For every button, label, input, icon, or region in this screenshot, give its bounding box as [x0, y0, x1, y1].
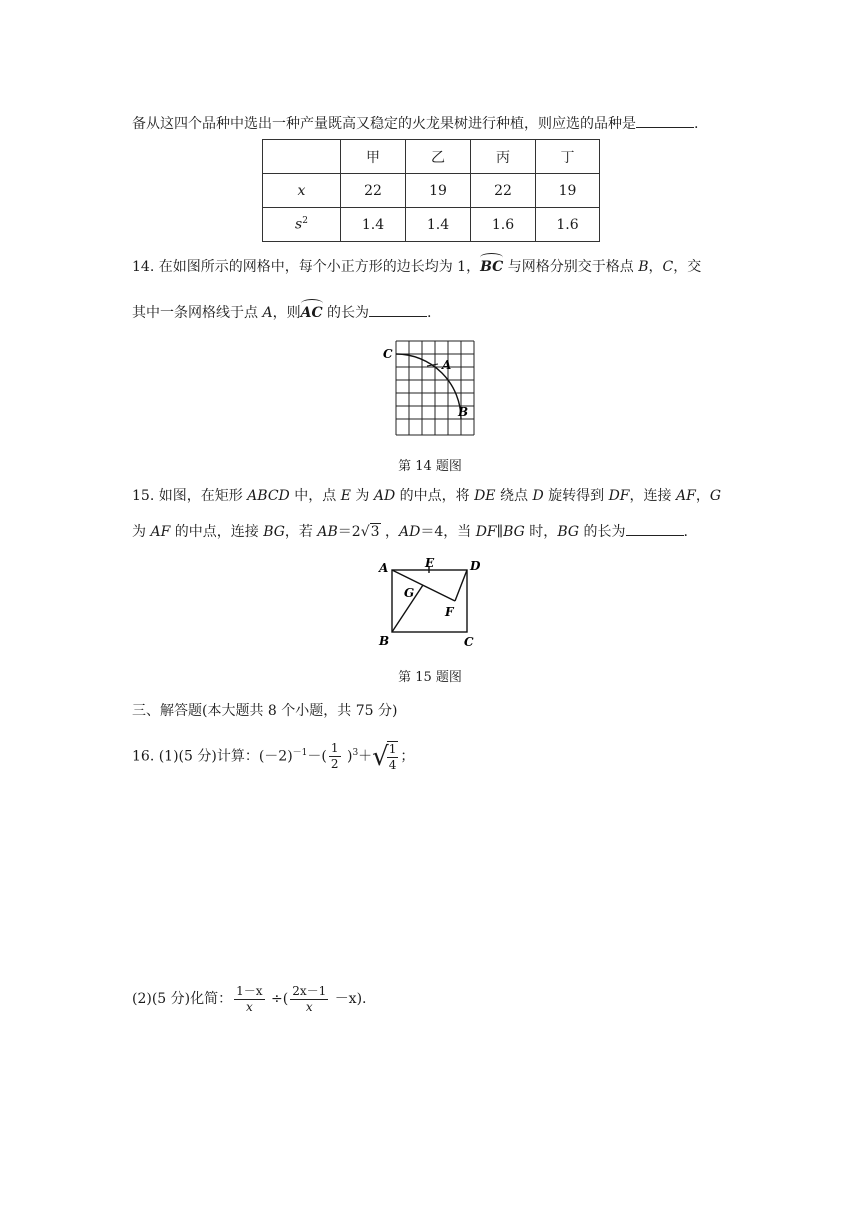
label-c: C [464, 635, 474, 649]
label-e: E [425, 556, 435, 570]
table-header-row [263, 140, 600, 174]
arc-ac-label: AC [300, 305, 323, 321]
q15-line1: 15. 如图，在矩形 ABCD 中，点 E 为 AD 的中点，将 DE 绕点 D 旋转得到 DF，连接 AF，G [132, 488, 721, 504]
label-a: A [379, 561, 389, 575]
table-cell: 22 [471, 174, 536, 208]
q14-line1: 14. 在如图所示的网格中，每个小正方形的边长均为 1，BC 与网格分别交于格点 B，C，交 [132, 259, 702, 275]
q14-line2: 其中一条网格线于点 A，则AC 的长为 . [132, 302, 432, 323]
table-cell: 1.4 [406, 208, 471, 242]
table-cell: 19 [406, 174, 471, 208]
table-header-cell: 丁 [536, 140, 600, 174]
arc-bc-label: BC [480, 259, 504, 275]
label-g: G [404, 586, 415, 600]
table-cell: 1.6 [536, 208, 600, 242]
table-cell: 1.4 [341, 208, 406, 242]
row-label-s2: $s^2$ [263, 208, 341, 242]
label-a: A [442, 358, 452, 372]
q15-number: 15. [132, 488, 155, 504]
table-header-cell [263, 140, 341, 174]
q14-answer-blank [369, 302, 427, 317]
variety-stats-table [262, 139, 600, 242]
q13-line: 备从这四个品种中选出一种产量既高又稳定的火龙果树进行种植，则应选的品种是 . [132, 113, 698, 134]
table-row-variance [263, 208, 600, 242]
section-3-heading: 三、解答题(本大题共 8 个小题，共 75 分) [132, 703, 398, 719]
q15-caption: 第 15 题图 [398, 670, 462, 685]
fraction-2: $\frac{2x-1}{x}$ [292, 983, 327, 1014]
table-cell: 19 [536, 174, 600, 208]
label-b: B [458, 405, 469, 419]
q14-number: 14. [132, 259, 155, 275]
fraction-1: $\frac{1-x}{x}$ [236, 983, 263, 1014]
q13-text: 备从这四个品种中选出一种产量既高又稳定的火龙果树进行种植，则应选的品种是 [132, 116, 636, 132]
q15-answer-blank [626, 521, 684, 536]
q15-rectangle-figure [372, 552, 492, 654]
q14-grid-figure [378, 335, 478, 440]
label-c: C [383, 347, 393, 361]
table-header-cell: 甲 [341, 140, 406, 174]
table-row-mean [263, 174, 600, 208]
q13-answer-blank [636, 113, 694, 128]
table-cell: 1.6 [471, 208, 536, 242]
label-f: F [445, 605, 454, 619]
q16-part2: (2)(5 分)化简： $\frac{1-x}{x}$ ÷( $\frac{2x-1}{x}$ －x). [132, 983, 367, 1014]
sqrt-quarter: √ $\frac{1}{4}$ [372, 741, 397, 772]
segment-df [455, 570, 467, 601]
label-b: B [379, 634, 390, 648]
table-header-cell: 乙 [406, 140, 471, 174]
table-cell: 22 [341, 174, 406, 208]
row-label-x: x [263, 174, 341, 208]
fraction-half: $\frac{1}{2}$ [330, 741, 339, 772]
label-d: D [470, 559, 481, 573]
q16-part1: 16. (1)(5 分)计算：$(-2)^{-1}-$( $\frac{1}{2}$ )$^3$＋√ $\frac{1}{4}$ ； [132, 741, 415, 772]
sqrt-3: √3 [360, 524, 380, 540]
q15-line2: 为 AF 的中点，连接 BG，若 AB＝2√3 ，AD＝4，当 DF∥BG 时，BG 的长为 . [132, 521, 688, 542]
q14-caption: 第 14 题图 [398, 459, 462, 474]
table-header-cell: 丙 [471, 140, 536, 174]
